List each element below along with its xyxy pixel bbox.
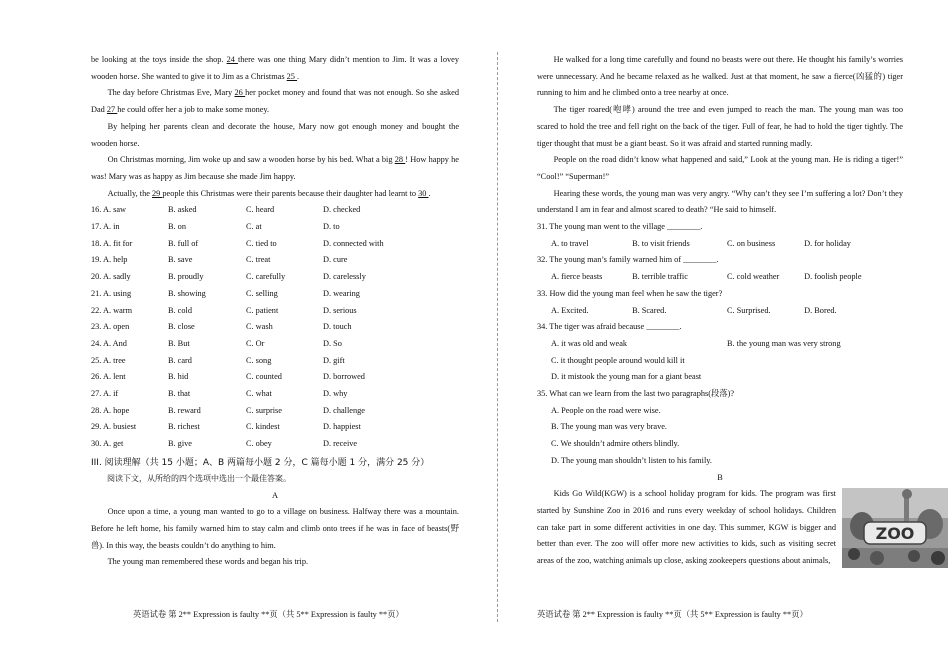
- cloze-paragraph-5: [91, 186, 459, 203]
- question-34-option-d: D. it mistook the young man for a giant beast: [551, 372, 702, 382]
- option: C. obey: [246, 439, 272, 449]
- text: Actually, the: [107, 188, 152, 198]
- blank-29: 29: [151, 188, 163, 198]
- option: B. on: [168, 222, 186, 232]
- option: D. gift: [323, 355, 345, 365]
- option: C. carefully: [246, 272, 286, 282]
- text: he could offer her a job to make some money.: [117, 105, 270, 115]
- option: D. to: [323, 222, 340, 232]
- option: D. receive: [323, 439, 358, 449]
- option: 25. A. tree: [91, 355, 126, 365]
- section-heading: III. 阅读理解（共 15 小题；A、B 两篇每小题 2 分，C 篇每小题 1 分，满分 25 分）: [91, 457, 430, 468]
- option: B. proudly: [168, 272, 204, 282]
- option: D. wearing: [323, 288, 360, 298]
- question-34-options-ab: [537, 336, 903, 353]
- option-row-27: [91, 386, 459, 403]
- option: A. it was old and weak: [551, 338, 628, 348]
- option: A. fierce beasts: [551, 272, 603, 282]
- option-row-17: [91, 219, 459, 236]
- option: D. challenge: [323, 405, 365, 415]
- option: B. reward: [168, 405, 201, 415]
- option: C. patient: [246, 305, 279, 315]
- question-34-options-c: [537, 353, 903, 370]
- question-35-option-d: D. The young man shouldn’t listen to his family.: [551, 455, 712, 465]
- passage-a-paragraph-1: Once upon a time, a young man wanted to go to a village on business. Halfway there was a mountain. Before he left home, his family warned him to stay calm and climb onto trees if he was in face of beasts(野兽). In this way, the beasts couldn’t do anything to him.: [91, 507, 459, 550]
- option-row-23: [91, 319, 459, 336]
- passage-b-paragraph-1: Kids Go Wild(KGW) is a school holiday program for kids. The program was first started by Sunshine Zoo in 2016 and runs every weekday of school holidays. Children can take part in some different activities in one day. This summer, KGW is bigger and better than ever. The zoo will offer more new activities to kids, such as visiting secret areas of the zoo, watching animals up close, asking zookeepers questions about animals,: [537, 489, 836, 566]
- option: B. hid: [168, 372, 189, 382]
- option-row-21: [91, 286, 459, 303]
- passage-a-paragraph-2: The young man remembered these words and began his trip.: [107, 557, 309, 567]
- option: D. happiest: [323, 422, 361, 432]
- option: B. terrible traffic: [632, 272, 688, 282]
- zoo-illustration: [842, 488, 948, 568]
- cloze-options: [91, 202, 459, 453]
- section-instruction: 阅读下文，从所给的四个选项中选出一个最佳答案。: [107, 473, 291, 483]
- text: her pocket money and found that was not enough. So she asked Dad: [91, 88, 460, 115]
- question-31-options: [537, 236, 903, 253]
- option: C. wash: [246, 322, 273, 332]
- blank-25: 25: [286, 71, 298, 81]
- option: B. richest: [168, 422, 200, 432]
- option-row-20: [91, 269, 459, 286]
- option-row-25: [91, 353, 459, 370]
- option: C. it thought people around would kill it: [551, 355, 685, 365]
- question-34: 34. The tiger was afraid because ________.: [537, 322, 682, 332]
- blank-30: 30: [418, 188, 429, 198]
- option: C. selling: [246, 288, 278, 298]
- option: C. Or: [246, 338, 265, 348]
- option: C. cold weather: [727, 272, 780, 282]
- option: D. checked: [323, 205, 361, 215]
- option: D. foolish people: [804, 272, 862, 282]
- question-35-option-c: C. We shouldn’t admire others blindly.: [551, 439, 680, 449]
- option: D. serious: [323, 305, 357, 315]
- option: 29. A. busiest: [91, 422, 137, 432]
- option: 18. A. fit for: [91, 238, 133, 248]
- question-35-option-a: A. People on the road were wise.: [551, 405, 661, 415]
- question-33: 33. How did the young man feel when he saw the tiger?: [537, 288, 723, 298]
- option: 23. A. open: [91, 322, 130, 332]
- option-row-24: [91, 336, 459, 353]
- option: A. to travel: [551, 238, 589, 248]
- text: On Christmas morning, Jim woke up and saw a wooden horse by his bed. What a big: [107, 155, 395, 165]
- option: 24. A. And: [91, 338, 127, 348]
- text: .: [297, 71, 300, 81]
- option: B. asked: [168, 205, 197, 215]
- question-35: 35. What can we learn from the last two paragraphs(段落)?: [537, 389, 735, 399]
- page-footer-right: 英语试卷 第 2** Expression is faulty **页（共 5** Expression is faulty **页）: [537, 610, 808, 619]
- option: A. Excited.: [551, 305, 589, 315]
- option-row-26: [91, 369, 459, 386]
- option: C. what: [246, 389, 272, 399]
- blank-24: 24: [226, 55, 238, 64]
- option: 19. A. help: [91, 255, 128, 265]
- text: people this Christmas were their parents because their daughter had learnt to: [162, 188, 419, 198]
- blank-26: 26: [234, 88, 246, 98]
- option: C. tied to: [246, 238, 277, 248]
- option: C. treat: [246, 255, 271, 265]
- option: D. why: [323, 389, 348, 399]
- option: B. But: [168, 338, 190, 348]
- text: .: [428, 188, 431, 198]
- option: B. cold: [168, 305, 192, 315]
- option: 26. A. lent: [91, 372, 126, 382]
- question-35-option-b: B. The young man was very brave.: [551, 422, 667, 432]
- option-row-30: [91, 436, 459, 453]
- option: 30. A. get: [91, 439, 124, 449]
- cloze-paragraph-4: [91, 152, 459, 185]
- right-column: [537, 52, 915, 570]
- text: ! How happy he was! Mary was as happy as Jim because she made Jim happy.: [91, 155, 459, 181]
- option: B. give: [168, 439, 192, 449]
- option: C. song: [246, 355, 272, 365]
- blank-28: 28: [394, 155, 406, 165]
- option: C. kindest: [246, 422, 280, 432]
- blank-27: 27: [106, 105, 118, 115]
- question-32-options: [537, 269, 903, 286]
- cloze-paragraph-2: [91, 85, 459, 118]
- text: be looking at the toys inside the shop.: [91, 55, 227, 64]
- option: 28. A. hope: [91, 405, 130, 415]
- option-row-28: [91, 403, 459, 420]
- zoo-photo: [842, 488, 948, 568]
- option: D. for holiday: [804, 238, 851, 248]
- page-footer-left: 英语试卷 第 2** Expression is faulty **页（共 5** Expression is faulty **页）: [133, 610, 404, 619]
- cloze-paragraph-3: By helping her parents clean and decorate the house, Mary now got enough money and bought the wooden horse.: [91, 121, 459, 148]
- option: B. close: [168, 322, 195, 332]
- option: B. Scared.: [632, 305, 667, 315]
- option: C. at: [246, 222, 262, 232]
- option: D. touch: [323, 322, 352, 332]
- option: B. the young man was very strong: [727, 338, 841, 348]
- option: B. to visit friends: [632, 238, 690, 248]
- option-row-22: [91, 303, 459, 320]
- question-33-options: [537, 303, 903, 320]
- option: C. counted: [246, 372, 282, 382]
- option: 21. A. using: [91, 288, 132, 298]
- option: D. borrowed: [323, 372, 365, 382]
- option: B. that: [168, 389, 191, 399]
- text: there was one thing Mary didn’t mention to Jim. It was a lovey wooden horse. She wanted to give it to Jim as a Christmas: [91, 55, 459, 81]
- option-row-16: [91, 202, 459, 219]
- option: D. connected with: [323, 238, 384, 248]
- page-divider: [497, 52, 498, 622]
- cloze-paragraph-1: [91, 52, 459, 85]
- passage-b: [537, 486, 948, 570]
- passage-b-label: B: [717, 472, 723, 482]
- question-32: 32. The young man’s family warned him of ________.: [537, 255, 719, 265]
- left-column: [91, 52, 459, 571]
- passage-a-label: A: [272, 490, 278, 500]
- option-row-19: [91, 252, 459, 269]
- option: 20. A. sadly: [91, 272, 131, 282]
- option: D. carelessly: [323, 272, 366, 282]
- passage-a-paragraph-6: Hearing these words, the young man was very angry. “Why can’t they see I’m suffering a lot? Don’t they understand I am in fear and almost scared to death? “He said to himself.: [537, 188, 903, 215]
- option: C. surprise: [246, 405, 282, 415]
- passage-a-paragraph-5: People on the road didn’t know what happened and said,” Look at the young man. He is riding a tiger!” “Cool!” “Superman!”: [537, 155, 903, 181]
- option: B. card: [168, 355, 192, 365]
- option: 27. A. if: [91, 389, 119, 399]
- option-row-18: [91, 236, 459, 253]
- option: 22. A. warm: [91, 305, 133, 315]
- option: 17. A. in: [91, 222, 120, 232]
- option-row-29: [91, 419, 459, 436]
- option: B. full of: [168, 238, 199, 248]
- zoo-sign-text: ZOO: [875, 524, 915, 544]
- option: B. save: [168, 255, 193, 265]
- option: B. showing: [168, 288, 206, 298]
- option: 16. A. saw: [91, 205, 127, 215]
- text: The day before Christmas Eve, Mary: [107, 88, 235, 98]
- option: C. heard: [246, 205, 275, 215]
- option: C. on business: [727, 238, 776, 248]
- option: C. Surprised.: [727, 305, 771, 315]
- passage-a-paragraph-4: The tiger roared(咆哮) around the tree and even jumped to reach the man. The young man was too scared to hold the tree and fell right on the back of the tiger. Full of fear, he had to hold the tiger tightly. The tiger thought that must be a giant beast. So it was afraid and started running madly.: [537, 105, 903, 148]
- passage-a-paragraph-3: He walked for a long time carefully and found no beasts were out there. He thought his family’s worries were unnecessary. And he became relaxed as he walked. Just at that moment, he saw a fierce(凶猛的) tiger running to him and he climbed onto a tree nearby at once.: [537, 55, 903, 98]
- option: D. Bored.: [804, 305, 837, 315]
- option: D. cure: [323, 255, 348, 265]
- option: D. So: [323, 338, 342, 348]
- question-31: 31. The young man went to the village ________.: [537, 222, 703, 232]
